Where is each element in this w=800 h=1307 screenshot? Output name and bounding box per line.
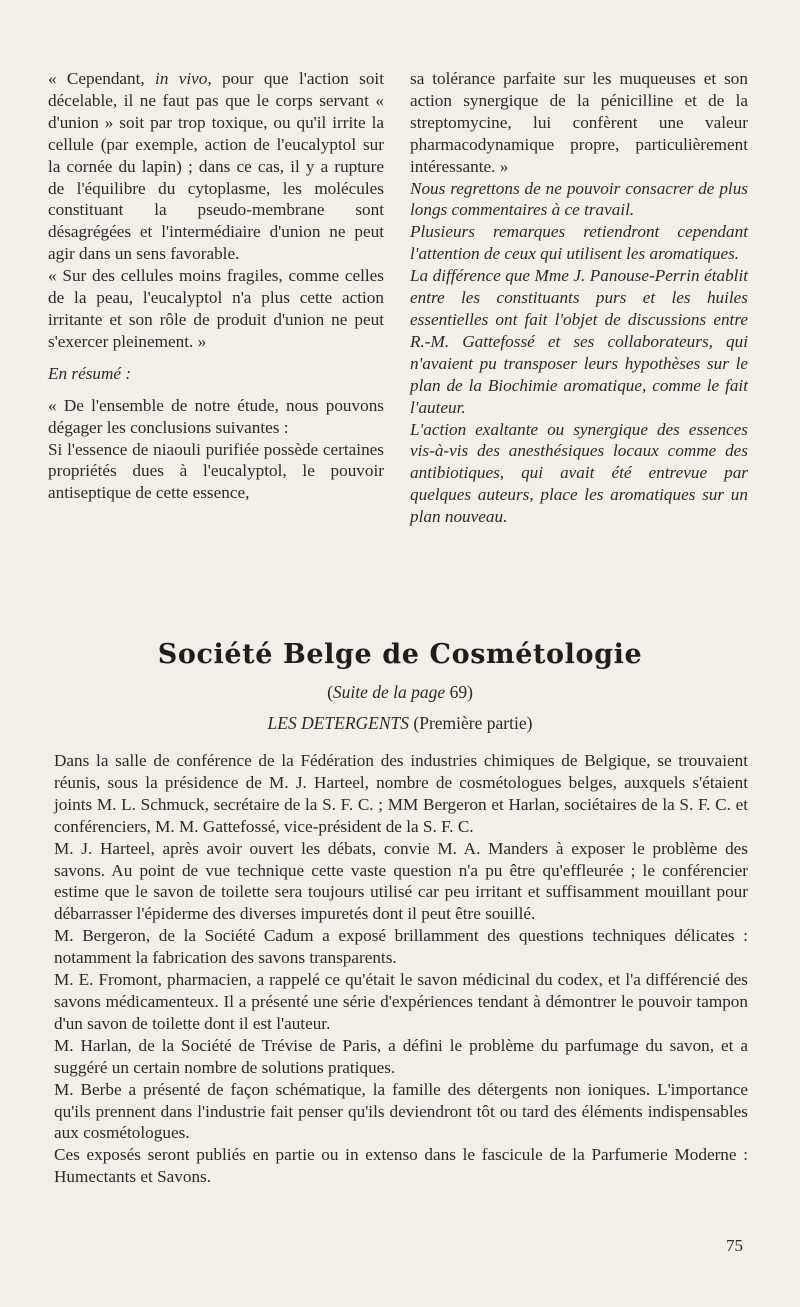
editorial-note: Nous regrettons de ne pouvoir consacrer de plus longs commentaires à ce travail.: [410, 178, 748, 220]
paragraph: M. J. Harteel, après avoir ouvert les débats, convie M. A. Manders à exposer le problème des savons. Au point de vue technique cette vaste question n'a pu être qu'effleurée ; le conférencier estime que le savon de toilette sera toujours utilisé car peu irritant et suffisamment mouillant pour débarrasser l'épiderme des diverses impuretés dont il peut être souillé.: [54, 838, 748, 924]
paragraph: Ces exposés seront publiés en partie ou in extenso dans le fascicule de la Parfumerie Moderne : Humectants et Savons.: [54, 1145, 748, 1187]
page-number: 75: [726, 1236, 743, 1255]
paragraph: M. Bergeron, de la Société Cadum a exposé brillamment des questions techniques délicates : notamment la fabrication des savons transparents.: [54, 926, 748, 968]
paragraph: M. E. Fromont, pharmacien, a rappelé ce qu'était le savon médicinal du codex, et l'a différencié des savons médicamenteux. Il a présenté une série d'expériences tendant à démontrer le pouvoir tampon d'un savon de toilette dont il est l'auteur.: [54, 970, 748, 1033]
article-body: [54, 750, 748, 1188]
paragraph: Dans la salle de conférence de la Fédération des industries chimiques de Belgique, se trouvaient réunis, sous la présidence de M. J. Harteel, nombre de cosmétologues belges, auxquels s'étaient joints M. L. Schmuck, secrétaire de la S. F. C. ; MM Bergeron et Harlan, sociétaires de la S. F. C. et conférenciers, M. M. Gattefossé, vice-président de la S. F. C.: [54, 751, 748, 836]
paragraph: M. Harlan, de la Société de Trévise de Paris, a défini le problème du parfumage du savon, et a suggéré un certain nombre de solutions pratiques.: [54, 1035, 748, 1077]
paragraph: « Cependant, in vivo, pour que l'action soit décelable, il ne faut pas que le corps servant « d'union » soit par trop toxique, ou qu'il irrite la cellule (par exemple, action de l'eucalyptol sur la cornée du lapin) ; dans ce cas, il y a rupture de l'équilibre du cytoplasme, les molécules constituant la pseudo-membrane sont désagrégées et l'intermédiaire d'union ne peut agir dans un sens favorable.: [48, 69, 384, 264]
paragraph: « De l'ensemble de notre étude, nous pouvons dégager les conclusions suivantes :: [48, 395, 384, 437]
section-title: Société Belge de Cosmétologie: [157, 639, 643, 670]
left-column: [48, 68, 384, 504]
editorial-note: L'action exaltante ou synergique des essences vis-à-vis des anesthésiques locaux comme des antibiotiques, qui avait été entrevue par quelques auteurs, place les aromatiques sur un plan nouveau.: [410, 419, 748, 527]
paragraph: Si l'essence de niaouli purifiée possède certaines propriétés dues à l'eucalyptol, le pouvoir antiseptique de cette essence,: [48, 439, 384, 503]
right-column: [410, 68, 748, 528]
paragraph: « Sur des cellules moins fragiles, comme celles de la peau, l'eucalyptol n'a plus cette action irritante et son rôle de produit d'union ne peut s'exercer pleinement. »: [48, 266, 384, 351]
editorial-note: La différence que Mme J. Panouse-Perrin établit entre les constituants purs et les huiles essentielles ont fait l'objet de discussions entre R.-M. Gattefossé et ses collaborateurs, qui n'avaient pu transposer leurs hypothèses sur le plan de la Biochimie aromatique, comme le fait l'auteur.: [410, 266, 748, 417]
summary-heading: En résumé :: [48, 363, 132, 383]
paragraph: M. Berbe a présenté de façon schématique, la famille des détergents non ioniques. L'importance qu'ils prennent dans l'industrie fait penser qu'ils deviendront tôt ou tard des éléments indispensables aux cosmétologues.: [54, 1079, 748, 1143]
society-header: [0, 639, 800, 734]
section-subtitle: LES DETERGENTS (Première partie): [267, 713, 533, 733]
editorial-note: Plusieurs remarques retiendront cependant l'attention de ceux qui utilisent les aromatiques.: [410, 222, 748, 264]
continuation-note: (Suite de la page 69): [327, 682, 473, 702]
paragraph: sa tolérance parfaite sur les muqueuses et son action synergique de la pénicilline et de la streptomycine, lui confèrent une valeur pharmacodynamique propre, particulièrement intéressante. »: [410, 69, 748, 176]
